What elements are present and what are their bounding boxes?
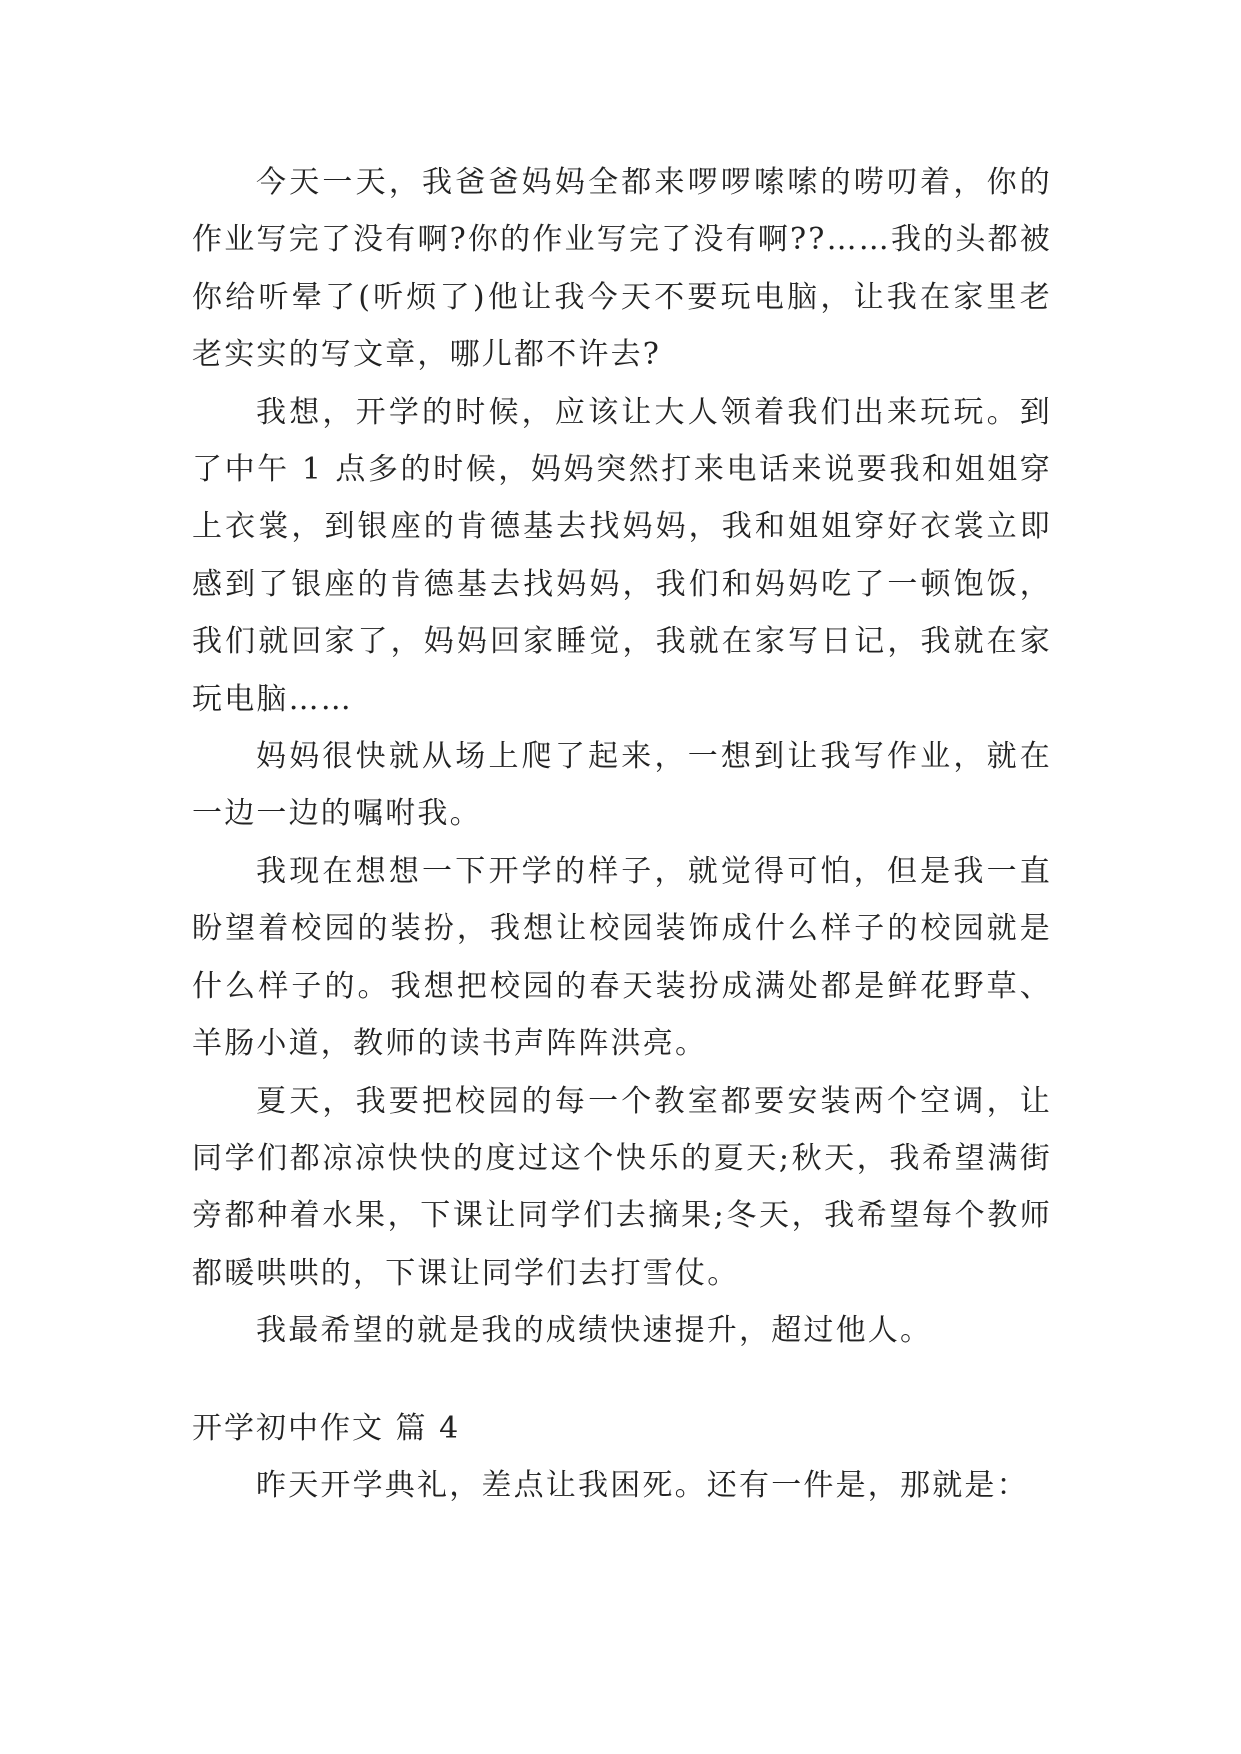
paragraph-6: 我最希望的就是我的成绩快速提升，超过他人。 bbox=[256, 1313, 933, 1349]
paragraph-5: 夏天，我要把校园的每一个教室都要安装两个空调，让同学们都凉凉快快的度过这个快乐的夏天;秋天，我希望满街旁都种着水果，下课让同学们去摘果;冬天，我希望每个教师都暖哄哄的，下课让同学们去打雪仗。 bbox=[192, 1083, 1052, 1291]
paragraph-3: 妈妈很快就从场上爬了起来，一想到让我写作业，就在一边一边的嘱咐我。 bbox=[192, 739, 1052, 832]
paragraph-2: 我想，开学的时候，应该让大人领着我们出来玩玩。到了中午 1 点多的时候，妈妈突然打来电话来说要我和姐姐穿上衣裳，到银座的肯德基去找妈妈，我和姐姐穿好衣裳立即感到了银座的肯德基去找妈妈，我们和妈妈吃了一顿饱饭，我们就回家了，妈妈回家睡觉，我就在家写日记，我就在家玩电脑…… bbox=[192, 394, 1052, 717]
paragraph-1: 今天一天，我爸爸妈妈全都来啰啰嗦嗦的唠叨着，你的作业写完了没有啊?你的作业写完了没有啊??……我的头都被你给听晕了(听烦了)他让我今天不要玩电脑，让我在家里老老实实的写文章，哪儿都不许去? bbox=[192, 165, 1052, 373]
paragraph-4: 我现在想想一下开学的样子，就觉得可怕，但是我一直盼望着校园的装扮，我想让校园装饰成什么样子的校园就是什么样子的。我想把校园的春天装扮成满处都是鲜花野草、羊肠小道，教师的读书声阵阵洪亮。 bbox=[192, 853, 1052, 1062]
document-body bbox=[192, 154, 1052, 1514]
paragraph-7: 昨天开学典礼，差点让我困死。还有一件是，那就是： bbox=[256, 1467, 1029, 1503]
section-title: 开学初中作文 篇 4 bbox=[192, 1410, 461, 1446]
